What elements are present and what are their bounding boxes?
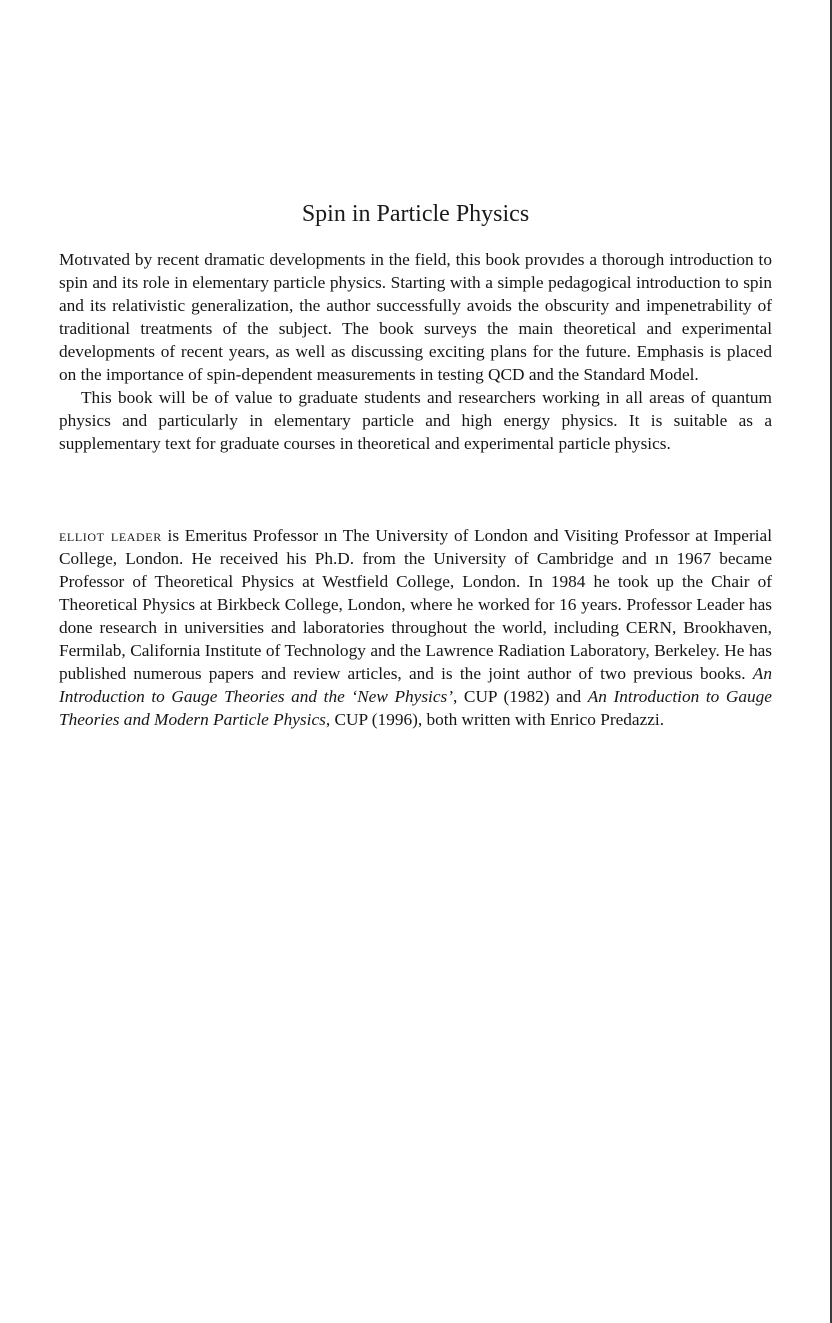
book-title-2: An Introduction to Gauge Theories and Modern Particle Physics <box>59 687 772 729</box>
author-bio <box>59 524 772 731</box>
book-title-1: An Introduction to Gauge Theories and the ‘New Physics’ <box>59 664 772 706</box>
book-description <box>59 248 772 455</box>
description-paragraph-1: Motıvated by recent dramatic developments in the field, this book provıdes a thorough introduction to spin and its role in elementary particle physics. Starting with a simple pedagogical introduction to spin and its relativistic generalization, the author successfully avoids the obscurity and impenetrability of traditional treatments of the subject. The book surveys the main theoretical and experimental developments of recent years, as well as discussing exciting plans for the future. Emphasis is placed on the importance of spin-dependent measurements in testing QCD and the Standard Model. <box>59 250 772 384</box>
bio-text-3: , CUP (1996), both written with Enrico Predazzi. <box>325 710 665 729</box>
bio-text-1: is Emeritus Professor ın The University of London and Visiting Professor at Imperial College, London. He received his Ph.D. from the University of Cambridge and ın 1967 became Professor of Theoretical Physics at Westfield College, London. In 1984 he took up the Chair of Theoretical Physics at Birkbeck College, London, where he worked for 16 years. Professor Leader has done research in universities and laboratories throughout the world, including CERN, Brookhaven, Fermilab, California Institute of Technology and the Lawrence Radiation Laboratory, Berkeley. He has published numerous papers and review articles, and is the joint author of two previous books. <box>59 526 772 683</box>
page-title: Spin in Particle Physics <box>301 201 530 227</box>
bio-text-2: , CUP (1982) and <box>453 687 588 706</box>
author-bio-paragraph <box>59 524 772 731</box>
author-name-text: elliot leader <box>59 526 162 545</box>
author-name <box>59 526 162 545</box>
description-paragraph-2: This book will be of value to graduate students and researchers working in all areas of quantum physics and particularly in elementary particle and high energy physics. It is suitable as a supplementary text for graduate courses in theoretical and experimental particle physics. <box>59 388 772 453</box>
